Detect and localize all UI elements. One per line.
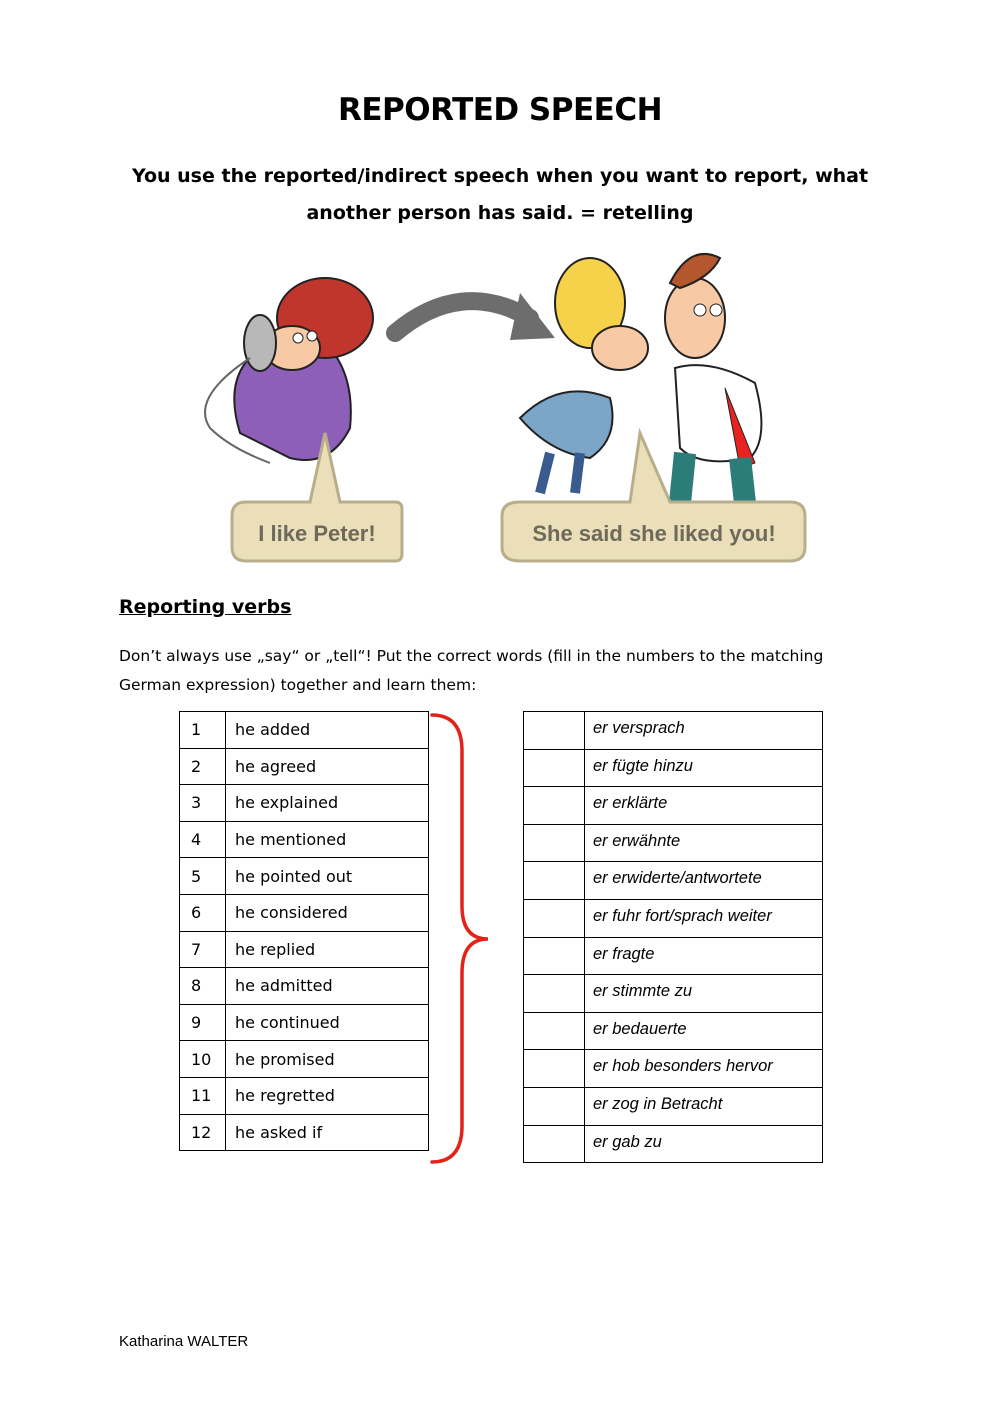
english-verb: he explained — [226, 785, 429, 822]
answer-number-input[interactable] — [524, 1087, 585, 1125]
english-verb: he pointed out — [226, 858, 429, 895]
english-verb-row — [180, 1077, 429, 1114]
verb-number: 11 — [180, 1077, 226, 1114]
verb-number: 3 — [180, 785, 226, 822]
german-verb: er erklärte — [585, 787, 823, 825]
intro-text: You use the reported/indirect speech when you want to report, what another person has said. = retelling — [131, 165, 869, 224]
english-verb-row — [180, 712, 429, 749]
german-verb: er stimmte zu — [585, 975, 823, 1013]
answer-number-input[interactable] — [524, 1012, 585, 1050]
answer-number-input[interactable] — [524, 749, 585, 787]
english-verb: he considered — [226, 894, 429, 931]
section-heading: Reporting verbs — [119, 596, 292, 618]
german-verb: er erwiderte/antwortete — [585, 862, 823, 900]
curly-brace-icon — [430, 711, 520, 1166]
german-verb: er zog in Betracht — [585, 1087, 823, 1125]
english-verb: he continued — [226, 1004, 429, 1041]
german-verb: er erwähnte — [585, 824, 823, 862]
german-verb-row — [524, 862, 823, 900]
german-verb: er fügte hinzu — [585, 749, 823, 787]
bubble-left-text: I like Peter! — [258, 521, 376, 546]
german-verb-row — [524, 787, 823, 825]
english-verb-row — [180, 1114, 429, 1151]
english-verb-row — [180, 858, 429, 895]
english-verb-row — [180, 785, 429, 822]
verb-number: 9 — [180, 1004, 226, 1041]
german-verb: er fuhr fort/sprach weiter — [585, 899, 823, 937]
english-verb-row — [180, 821, 429, 858]
german-verb-row — [524, 1012, 823, 1050]
german-verb: er hob besonders hervor — [585, 1050, 823, 1088]
english-verb: he added — [226, 712, 429, 749]
english-verb: he admitted — [226, 968, 429, 1005]
german-verb-row — [524, 899, 823, 937]
page-title: REPORTED SPEECH — [337, 92, 663, 128]
german-verb-row — [524, 1050, 823, 1088]
german-verb-row — [524, 749, 823, 787]
german-verb-row — [524, 975, 823, 1013]
german-verb-row — [524, 937, 823, 975]
verb-number: 4 — [180, 821, 226, 858]
english-verbs-table — [179, 711, 429, 1151]
arrowhead-icon — [510, 293, 555, 340]
answer-number-input[interactable] — [524, 712, 585, 750]
answer-number-input[interactable] — [524, 937, 585, 975]
german-verb: er fragte — [585, 937, 823, 975]
english-verb-row — [180, 894, 429, 931]
instructions-text: Don’t always use „say“ or „tell“! Put the correct words (fill in the numbers to the matching German expression) together and learn them: — [119, 647, 824, 694]
german-verbs-table — [523, 711, 823, 1163]
verb-number: 8 — [180, 968, 226, 1005]
english-verb: he replied — [226, 931, 429, 968]
answer-number-input[interactable] — [524, 862, 585, 900]
english-verb: he agreed — [226, 748, 429, 785]
answer-number-input[interactable] — [524, 1050, 585, 1088]
answer-number-input[interactable] — [524, 899, 585, 937]
answer-number-input[interactable] — [524, 787, 585, 825]
verb-number: 7 — [180, 931, 226, 968]
english-verb-row — [180, 748, 429, 785]
answer-number-input[interactable] — [524, 1125, 585, 1163]
author-footer: Katharina WALTER — [119, 1333, 249, 1350]
english-verb: he regretted — [226, 1077, 429, 1114]
verb-number: 10 — [180, 1041, 226, 1078]
german-verb-row — [524, 712, 823, 750]
english-verb-row — [180, 968, 429, 1005]
answer-number-input[interactable] — [524, 975, 585, 1013]
german-verb: er gab zu — [585, 1125, 823, 1163]
english-verb: he mentioned — [226, 821, 429, 858]
verb-number: 5 — [180, 858, 226, 895]
verb-number: 2 — [180, 748, 226, 785]
german-verb: er versprach — [585, 712, 823, 750]
verb-number: 6 — [180, 894, 226, 931]
german-verb: er bedauerte — [585, 1012, 823, 1050]
answer-number-input[interactable] — [524, 824, 585, 862]
english-verb: he promised — [226, 1041, 429, 1078]
english-verb: he asked if — [226, 1114, 429, 1151]
english-verb-row — [180, 1041, 429, 1078]
german-verb-row — [524, 1125, 823, 1163]
illustration — [180, 238, 820, 568]
arrow-icon — [395, 301, 530, 333]
bubble-right-text: She said she liked you! — [532, 521, 776, 546]
english-verb-row — [180, 1004, 429, 1041]
verb-number: 12 — [180, 1114, 226, 1151]
woman-on-phone-illustration — [205, 278, 373, 463]
verb-number: 1 — [180, 712, 226, 749]
german-verb-row — [524, 824, 823, 862]
english-verb-row — [180, 931, 429, 968]
german-verb-row — [524, 1087, 823, 1125]
